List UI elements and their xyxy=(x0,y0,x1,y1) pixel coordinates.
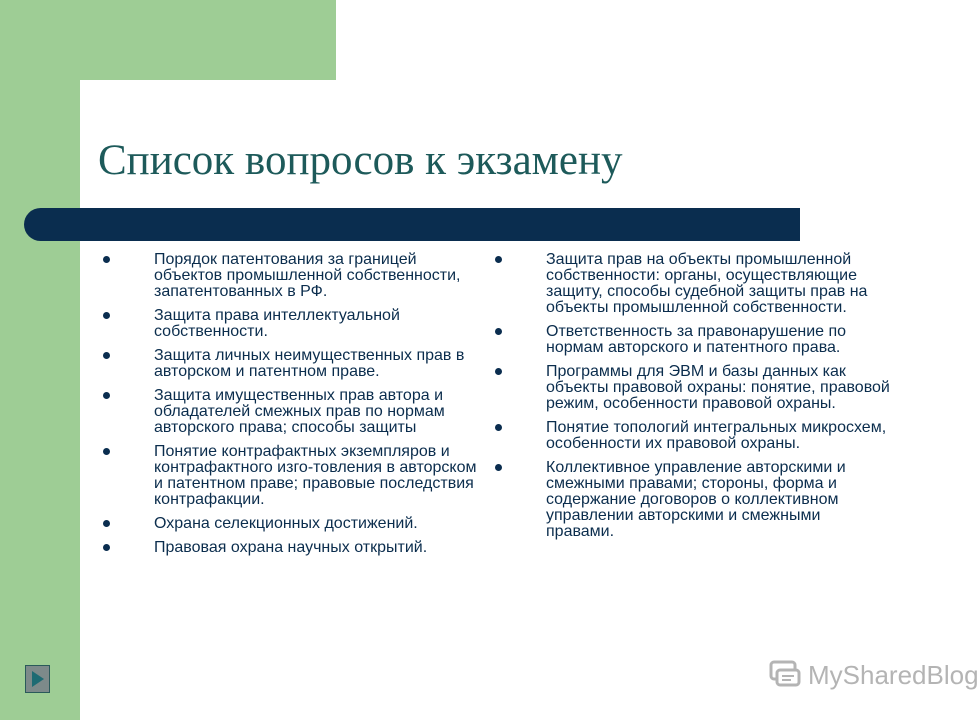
list-item xyxy=(154,516,484,532)
list-item-text: Ответственность за правонарушение по нормам авторского и патентного права. xyxy=(546,323,847,356)
bullet-icon xyxy=(103,392,110,399)
bullet-icon xyxy=(103,352,110,359)
left-question-list xyxy=(154,252,484,564)
monitor-chat-icon xyxy=(768,658,802,692)
list-item-text: Защита имущественных прав автора и обладателей смежных прав по нормам авторского права; способы защиты xyxy=(154,387,445,436)
list-item-text: Программы для ЭВМ и базы данных как объекты правовой охраны: понятие, правовой режим, особенности правовой охраны. xyxy=(546,363,890,412)
next-slide-button[interactable] xyxy=(25,665,50,693)
bullet-icon xyxy=(495,424,502,431)
list-item xyxy=(546,324,891,356)
list-item xyxy=(154,444,484,508)
bullet-icon xyxy=(103,448,110,455)
list-item-text: Охрана селекционных достижений. xyxy=(154,515,418,532)
list-item xyxy=(154,348,484,380)
green-background-left xyxy=(0,0,80,720)
green-background-top xyxy=(0,0,336,80)
list-item xyxy=(546,364,891,412)
list-item xyxy=(154,252,484,300)
bullet-icon xyxy=(103,520,110,527)
right-question-list xyxy=(546,252,891,548)
list-item xyxy=(154,540,484,556)
bullet-icon xyxy=(495,328,502,335)
bullet-icon xyxy=(495,256,502,263)
list-item-text: Правовая охрана научных открытий. xyxy=(154,539,428,556)
list-item xyxy=(154,388,484,436)
bullet-icon xyxy=(495,368,502,375)
bullet-icon xyxy=(103,544,110,551)
list-item xyxy=(154,308,484,340)
list-item-text: Понятие контрафактных экземпляров и контрафактного изго-товления в авторском и патентном праве; правовые последствия контрафакции. xyxy=(154,443,477,508)
list-item-text: Порядок патентования за границей объектов промышленной собственности, запатентованных в РФ. xyxy=(154,251,461,300)
play-arrow-icon xyxy=(26,666,49,692)
watermark-logo xyxy=(768,657,979,693)
bullet-icon xyxy=(103,256,110,263)
bullet-icon xyxy=(103,312,110,319)
list-item xyxy=(546,252,891,316)
list-item-text: Защита личных неимущественных прав в авторском и патентном праве. xyxy=(154,347,465,380)
list-item-text: Понятие топологий интегральных микросхем, особенности их правовой охраны. xyxy=(546,419,887,452)
list-item-text: Защита прав на объекты промышленной собственности: органы, осуществляющие защиту, способы судебной защиты прав на объекты промышленной собственности. xyxy=(546,251,868,316)
bullet-icon xyxy=(495,464,502,471)
list-item-text: Защита права интеллектуальной собственности. xyxy=(154,307,400,340)
list-item xyxy=(546,460,891,540)
list-item xyxy=(546,420,891,452)
slide-title: Список вопросов к экзамену xyxy=(98,137,623,184)
list-item-text: Коллективное управление авторскими и смежными правами; стороны, форма и содержание договоров о коллективном управлении авторскими и смежными правами. xyxy=(546,459,846,540)
title-underline-bar xyxy=(24,208,800,241)
watermark-text: MySharedBlog xyxy=(808,659,979,690)
